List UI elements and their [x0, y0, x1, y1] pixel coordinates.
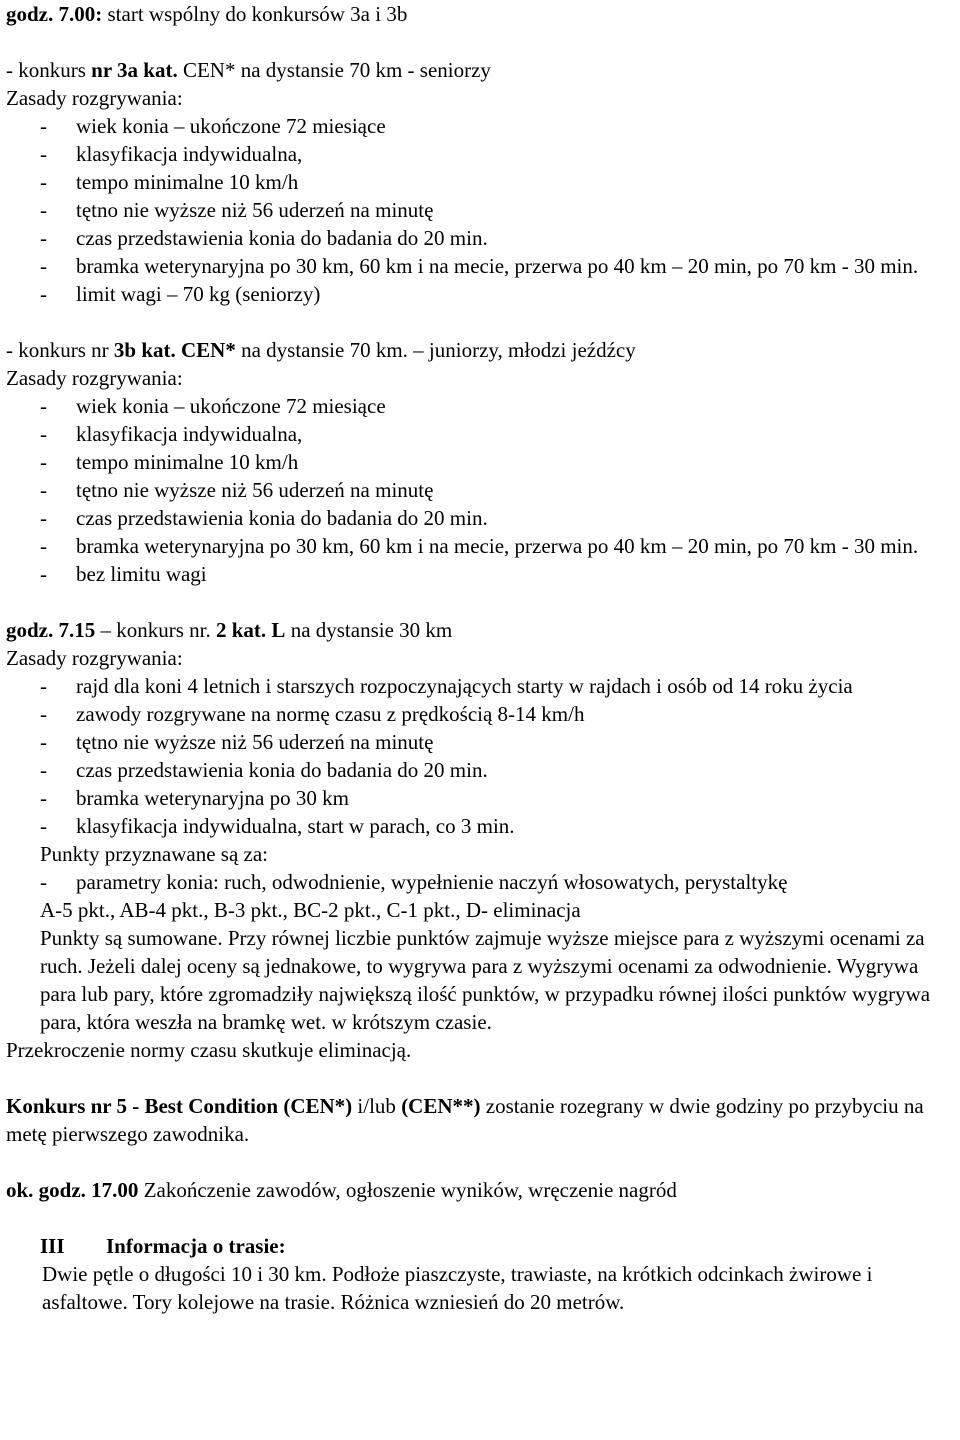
- list-item: - tempo minimalne 10 km/h: [40, 170, 299, 194]
- points-label: Punkty przyznawane są za:: [40, 842, 268, 866]
- list-item: - klasyfikacja indywidualna,: [40, 422, 303, 446]
- list-item: - bramka weterynaryjna po 30 km, 60 km i na mecie, przerwa po 40 km – 20 min, po 70 km - 30 min.: [40, 254, 919, 278]
- list-item: - tętno nie wyższe niż 56 uderzeń na minutę: [40, 198, 434, 222]
- list-item: - tętno nie wyższe niż 56 uderzeń na minutę: [40, 478, 434, 502]
- list-item: - czas przedstawienia konia do badania do 20 min.: [40, 226, 488, 250]
- list-item: - klasyfikacja indywidualna, start w parach, co 3 min.: [40, 814, 515, 838]
- contest-5: Konkurs nr 5 - Best Condition (CEN*) i/lub (CEN**) zostanie rozegrany w dwie godziny po przybyciu na metę pierwszego zawodnika.: [6, 1094, 924, 1146]
- contest-3a-rules-label: Zasady rozgrywania:: [6, 86, 183, 110]
- contest-3b-rules-label: Zasady rozgrywania:: [6, 366, 183, 390]
- list-item: - tętno nie wyższe niż 56 uderzeń na minutę: [40, 730, 434, 754]
- list-item: - parametry konia: ruch, odwodnienie, wypełnienie naczyń włosowatych, perystaltykę: [40, 870, 788, 894]
- list-item: - bramka weterynaryjna po 30 km, 60 km i na mecie, przerwa po 40 km – 20 min, po 70 km - 30 min.: [40, 534, 919, 558]
- schedule-start: godz. 7.00: start wspólny do konkursów 3a i 3b: [6, 2, 408, 26]
- contest-3b-heading: - konkurs nr 3b kat. CEN* na dystansie 70 km. – juniorzy, młodzi jeźdźcy: [6, 338, 636, 362]
- contest-2-heading: godz. 7.15 – konkurs nr. 2 kat. L na dystansie 30 km: [6, 618, 453, 642]
- time-rule: Przekroczenie normy czasu skutkuje eliminacją.: [6, 1038, 412, 1062]
- list-item: - rajd dla koni 4 letnich i starszych rozpoczynających starty w rajdach i osób od 14 roku życia: [40, 674, 853, 698]
- list-item: - limit wagi – 70 kg (seniorzy): [40, 282, 321, 306]
- points-scale: A-5 pkt., AB-4 pkt., B-3 pkt., BC-2 pkt., C-1 pkt., D- eliminacja: [40, 898, 581, 922]
- list-item: - zawody rozgrywane na normę czasu z prędkością 8-14 km/h: [40, 702, 585, 726]
- contest-2-rules-label: Zasady rozgrywania:: [6, 646, 183, 670]
- contest-3a-heading: - konkurs nr 3a kat. CEN* na dystansie 70 km - seniorzy: [6, 58, 491, 82]
- list-item: - klasyfikacja indywidualna,: [40, 142, 303, 166]
- route-heading: III Informacja o trasie:: [40, 1234, 286, 1258]
- points-summary: Punkty są sumowane. Przy równej liczbie punktów zajmuje wyższe miejsce para z wyższymi ocenami za ruch. Jeżeli dalej oceny są jednakowe, to wygrywa para z wyższymi ocenami za odwodnienie. Wygrywa para lub pary, które zgromadziły największą ilość punktów, w przypadku równej ilości punktów wygrywa para, która weszła na bramkę wet. w krótszym czasie.: [40, 926, 931, 1034]
- list-item: - bez limitu wagi: [40, 562, 207, 586]
- list-item: - czas przedstawienia konia do badania do 20 min.: [40, 506, 488, 530]
- list-item: - wiek konia – ukończone 72 miesiące: [40, 114, 386, 138]
- list-item: - bramka weterynaryjna po 30 km: [40, 786, 349, 810]
- list-item: - wiek konia – ukończone 72 miesiące: [40, 394, 386, 418]
- document: [6, 0, 956, 1316]
- list-item: - czas przedstawienia konia do badania do 20 min.: [40, 758, 488, 782]
- route-text: Dwie pętle o długości 10 i 30 km. Podłoże piaszczyste, trawiaste, na krótkich odcinkach żwirowe i asfaltowe. Tory kolejowe na trasie. Różnica wzniesień do 20 metrów.: [42, 1262, 873, 1314]
- closing: ok. godz. 17.00 Zakończenie zawodów, ogłoszenie wyników, wręczenie nagród: [6, 1178, 677, 1202]
- list-item: - tempo minimalne 10 km/h: [40, 450, 299, 474]
